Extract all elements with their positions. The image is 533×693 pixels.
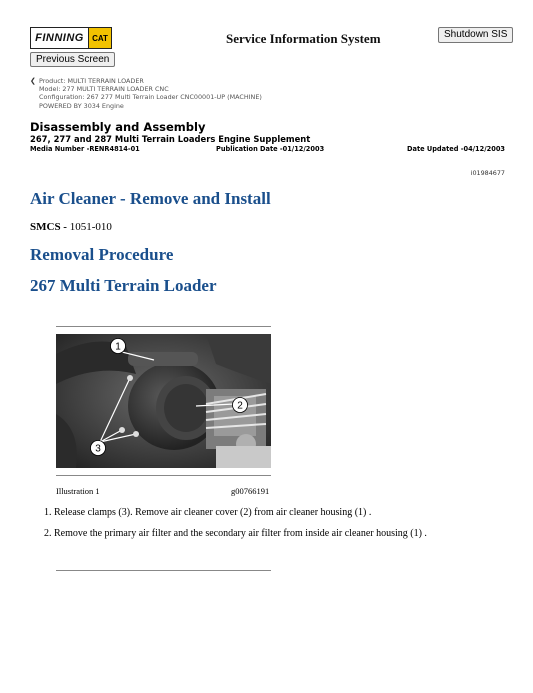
removal-steps (44, 507, 427, 549)
svg-text:1: 1 (115, 341, 121, 353)
model-line: Model: 277 MULTI TERRAIN LOADER CNC (39, 85, 169, 94)
svg-text:2: 2 (237, 400, 243, 412)
illustration-label: Illustration 1 (56, 486, 100, 496)
callout-3 (91, 441, 106, 456)
smcs-code (30, 221, 112, 233)
step-item: 2. Remove the primary air filter and the secondary air filter from inside air cleaner housing (1) . (44, 528, 427, 539)
svg-text:3: 3 (95, 443, 101, 455)
finning-logo-text: FINNING (35, 32, 84, 44)
powered-by-line: POWERED BY 3034 Engine (39, 101, 124, 110)
step-item: 1. Release clamps (3). Remove air cleaner cover (2) from air cleaner housing (1) . (44, 507, 372, 518)
product-info (30, 77, 262, 110)
section-subtitle: 267, 277 and 287 Multi Terrain Loaders Engine Supplement (30, 134, 311, 144)
removal-procedure-heading: Removal Procedure (30, 245, 174, 264)
configuration-line: Configuration: 267 277 Multi Terrain Loader CNC00001-UP (MACHINE) (39, 93, 262, 102)
page-title: Air Cleaner - Remove and Install (30, 189, 271, 208)
shutdown-sis-button[interactable]: Shutdown SIS (438, 27, 513, 43)
callout-1 (111, 339, 126, 354)
publication-date: Publication Date -01/12/2003 (216, 145, 325, 153)
product-line: Product: MULTI TERRAIN LOADER (39, 77, 144, 85)
callout-2 (233, 398, 248, 413)
system-title: Service Information System (226, 31, 381, 46)
back-arrow-icon[interactable]: ❮ (30, 77, 36, 85)
divider-top (56, 326, 271, 327)
divider-bottom (56, 570, 271, 571)
previous-screen-button[interactable]: Previous Screen (30, 52, 115, 67)
smcs-value: 1051-010 (69, 221, 112, 233)
illustration-code: g00766191 (231, 486, 270, 496)
model-heading: 267 Multi Terrain Loader (30, 276, 217, 295)
divider-illustration (56, 475, 271, 476)
section-title: Disassembly and Assembly (30, 120, 206, 134)
media-number: Media Number -RENR4814-01 (30, 145, 140, 153)
finning-cat-logo (30, 27, 112, 49)
cat-logo-badge: CAT (88, 28, 111, 48)
illustration-photo (56, 334, 271, 468)
document-id: i01984677 (470, 169, 505, 177)
date-updated: Date Updated -04/12/2003 (407, 145, 505, 153)
smcs-label: SMCS - (30, 221, 70, 233)
